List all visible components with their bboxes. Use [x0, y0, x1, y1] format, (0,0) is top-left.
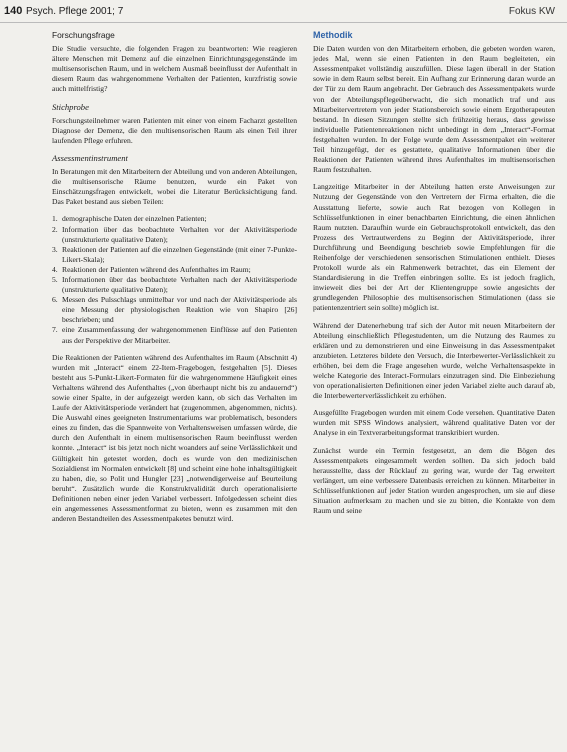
- list-item: 7. eine Zusammenfassung der wahrgenommenen Einflüsse auf den Patienten aus der Perspektive der Mitarbeiter.: [52, 325, 297, 345]
- paragraph: Die Reaktionen der Patienten während des Aufenthaltes im Raum (Abschnitt 4) wurden mit „Interact“ einem 22-Item-Fragebogen, festgehalten [5]. Dieses besteht aus 5-Punkt-Likert-Formaten für die wahrgenommene Häufigkeit eines Verhaltens während des Aufenthaltes („von überhaupt nicht bis zu andauernd“) sowie einer Spalte, in der aufgezeigt werden kann, ob sich das Verhalten im Laufe der Aktivitätsperiode verändert hat (zugenommen, abgenommen, nichts). Die Auswahl eines geeigneten Instrumentariums war problematisch, besonders eines zu finden, das die Spannweite von Verhaltensweisen umfassen würde, die durch den Aufenthalt in einem multisensorischen Raum beeinflusst werden konnte. „Interact“ ist bis jetzt noch nicht woanders auf seine Verlässlichkeit und Gültigkeit hin getestet worden, doch es wurde von den medizinischen Sozialdienst im Normalen entwickelt [8] und scheint eine hohe inhaltsgültigkeit zu haben, die, so Polit und Hungler [23] „notwendigerweise auf Beurteilung beruht“. Zusätzlich wurde die Konstruktvalidität durch operationalisierte Definitionen neben einer jeden Variabel verbessert. Infolgedessen scheint dies ein angemessenes Assessmentformat zu bieten, wenn es zusammen mit den anderen Bestandteilen des Assessmentpaketes benutzt wird.: [52, 352, 297, 524]
- paragraph: Forschungsteilnehmer waren Patienten mit einer von einem Facharzt gestellten Diagnose der Demenz, die den multisensorischen Raum als einen Teil ihrer laufenden Pflege erfuhren.: [52, 115, 297, 145]
- list-item: 4. Reaktionen der Patienten während des Aufenthaltes im Raum;: [52, 264, 251, 274]
- paragraph: Langzeitige Mitarbeiter in der Abteilung hatten erste Anweisungen zur Nutzung der Gegenstände von den Vertretern der Firma erhalten, die die Ausstattung lieferte, sowie auch Rat bezogen von Kollegen in Schlüsselfunktionen in einer benachbarten Einrichtung, die einen ähnlichen Raum nutzten. Daraufhin wurde ein Gebrauchsprotokoll entwickelt, das den Prozess des Vertrautwerdens zu Beginn der Aktivitätsperiode, ihrer Durchführung und Beendigung beschrieb sowie Empfehlungen für die Reihenfolge der verschiedenen sensorischen Stimulationen enthielt. Dieses Protokoll wurde als ein Rahmenwerk betrachtet, das ein Element der Standardisierung in die Treffen einbringen sollte. Es ist jedoch fraglich, inwieweit dies bei der Art der Klientengruppe sowie angesichts der grundlegenden Philosophie des multisensorischen Stimulationen (dass sie patientenzentriert sein sollte) möglich ist.: [313, 182, 555, 313]
- page-header: [0, 0, 567, 23]
- paragraph: Die Studie versuchte, die folgenden Fragen zu beantworten: Wie reagieren ältere Menschen mit Demenz auf die einzelnen Einrichtungsgegenstände im multisensorischen Raum, und in welchem Ausmaß beeinflusst der Aufenthalt in diesem Raum das wahrgenommene Verhalten der Patienten, kurzfristig sowie auch mittelfristig?: [52, 44, 297, 94]
- heading-research-question: Forschungsfrage: [52, 30, 115, 40]
- heading-sample: Stichprobe: [52, 101, 89, 112]
- heading-instrument: Assessmentinstrument: [52, 152, 128, 163]
- section-rubric: Fokus KW: [508, 6, 555, 17]
- list-item: 2. Information über das beobachtete Verhalten vor der Aktivitätsperiode (unstrukturierte qualitative Daten);: [52, 224, 297, 244]
- left-column: [52, 30, 297, 531]
- list-item: 5. Informationen über das beobachtete Verhalten nach der Aktivitätsperiode (unstrukturierte qualitative Daten);: [52, 274, 297, 295]
- list-item: 1. demographische Daten der einzelnen Patienten;: [52, 214, 207, 224]
- heading-methods: Methodik: [313, 30, 353, 40]
- paragraph: Ausgefüllte Fragebogen wurden mit einem Code versehen. Quantitative Daten wurden mit SPSS Windows analysiert, während qualitative Daten vor der Analyse in ein Textverarbeitungsformat transkribiert wurden.: [313, 408, 555, 438]
- right-column: [313, 30, 555, 523]
- paragraph: Die Daten wurden von den Mitarbeitern erhoben, die gebeten worden waren, jedes Mal, wenn sie einen Patienten in den Raum begleiteten, ein Assessmentpaket vollständig auszufüllen. Diese lagen überall in der Station sowie in dem Raum selbst bereit. Ein Aufhang zur Erinnerung daran wurde an der Tür zu dem Raum angebracht. Der Gebrauch des Assessmentpakets wurde von der Abteilungspflegeüberwacht, die sich monatlich traf und aus Mitarbeitervertretern von jeder Stationsbereich sowie einem Ergotherapeuten bestand. In diesen Sitzungen stellte sich frühzeitig heraus, dass gewisse individuelle Patientenreaktionen nicht unbedingt in dem „Interact“-Format festgehalten wurden. In der Folge wurde dem Assessmentpaket ein weiterer Teil hinzugefügt, der es gestattete, qualitative Informationen über die Reaktionen der Patienten während ihres Aufenthaltes im multisensorischen Raum festzuhalten.: [313, 44, 555, 175]
- instrument-parts-list: [52, 214, 297, 345]
- page-number: 140: [4, 5, 23, 17]
- paragraph: Während der Datenerhebung traf sich der Autor mit neuen Mitarbeitern der Abteilung einschließlich Pflegestudenten, um die Nutzung des Raumes zu erklären und zu demonstrieren und eine Einweisung in das Assessmentpaket anzubieten. Letzteres bildete den Versuch, die Interbewerter-Verlässlichkeit zu erhöhen, bei dem die Frage angesehen wurde, welche Verhaltensaspekte in welche Kategorie des Interact-Formulars einzutragen sind. Die Einbeziehung von operationalisierten Definitionen einer jeden Variabel zielte auch darauf ab, die Interbewerterverlässlichkeit zu erhöhen.: [313, 320, 555, 401]
- journal-title: Psych. Pflege 2001; 7: [26, 6, 124, 17]
- paragraph: Zunächst wurde ein Termin festgesetzt, an dem die Bögen des Assessmentpakets eingesammelt werden sollten. Da sich jedoch bald herausstellte, dass der Rücklauf zu gering war, wurde der Tag erweitert verlängert, um eine verbessere Datenbasis erreichen zu können. Mitarbeiter in Schlüsselfunktionen auf jeder Station wurden angesprochen, um sie auf diese Situation aufmerksam zu machen und sie zu bitten, die Kontakte von dem Raum und seine: [313, 445, 555, 516]
- paragraph: In Beratungen mit den Mitarbeitern der Abteilung und von anderen Abteilungen, die multisensorische Räume benutzen, wurde ein Paket von Einschätzungsfragen entwickelt, wobei die Literatur Berücksichtigung fand. Das Paket bestand aus sieben Teilen:: [52, 167, 297, 207]
- list-item: 6. Messen des Pulsschlags unmittelbar vor und nach der Aktivitätsperiode als eine Messung der physiologischen Reaktion wie von Shapiro [26] beschrieben; und: [52, 295, 297, 325]
- list-item: 3. Reaktionen der Patienten auf die einzelnen Gegenstände (mit einer 7-Punkte-Likert-Skala);: [52, 244, 297, 264]
